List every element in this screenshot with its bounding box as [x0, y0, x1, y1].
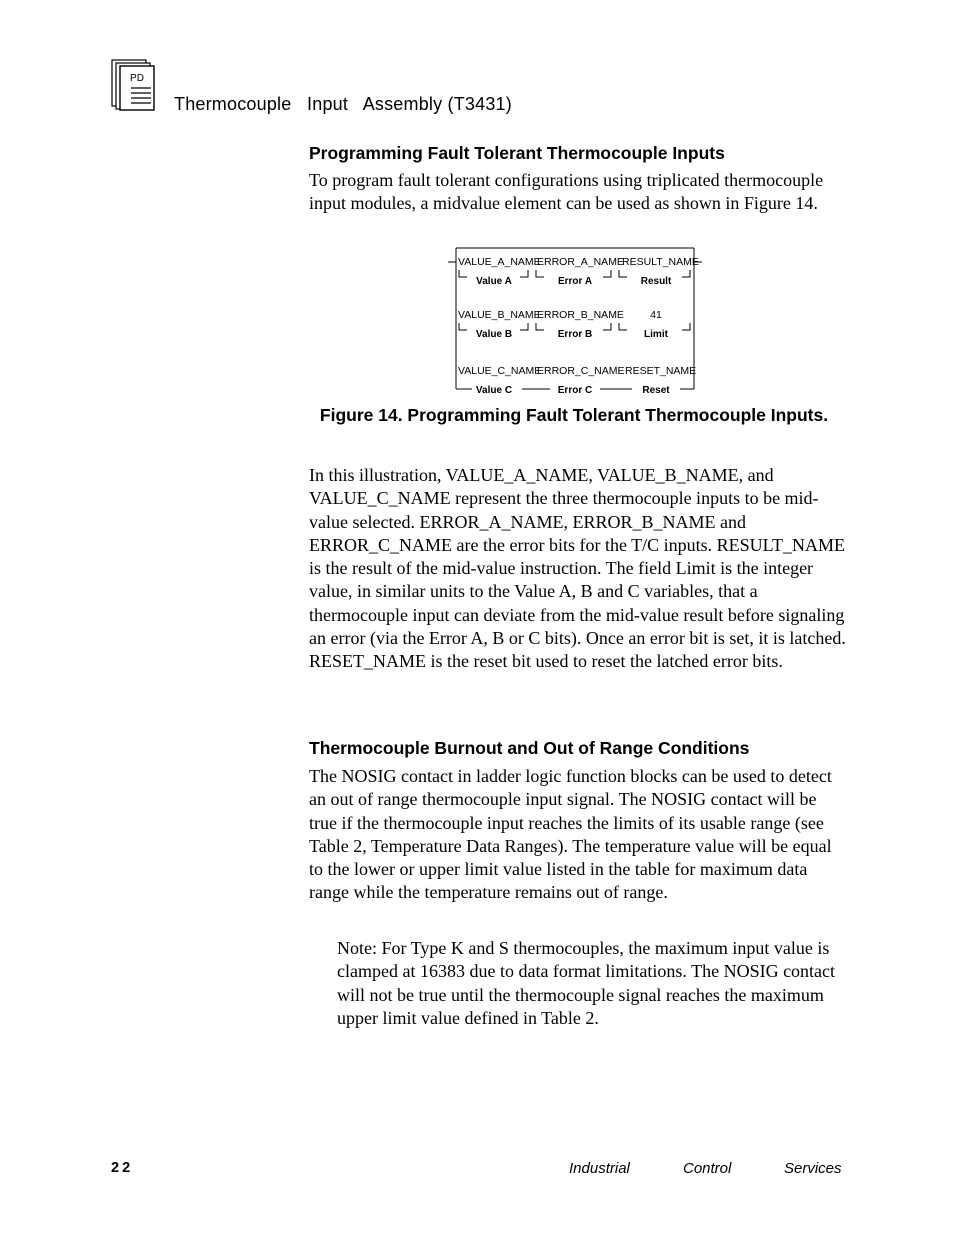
- midvalue-block-diagram: [448, 244, 708, 394]
- page-number: 22: [111, 1160, 134, 1176]
- value-b-label: Value B: [475, 329, 513, 340]
- result-name: RESULT_NAME: [622, 256, 699, 268]
- section-heading-burnout: Thermocouple Burnout and Out of Range Conditions: [309, 738, 750, 758]
- error-c-name: ERROR_C_NAME: [537, 365, 625, 377]
- reset-name: RESET_NAME: [625, 365, 697, 377]
- error-a-label: Error A: [557, 276, 593, 287]
- value-a-name: VALUE_A_NAME: [458, 256, 541, 268]
- error-c-label: Error C: [557, 385, 593, 394]
- footer-word-services: Services: [784, 1160, 842, 1177]
- nosig-paragraph: The NOSIG contact in ladder logic function blocks can be used to detect an out of range thermocouple input signal. The NOSIG contact will be true if the thermocouple input reaches the limits of its usable range (see Table 2, Temperature Data Ranges). The temperature value will be equal to the lower or upper limit value listed in the table for maximum data range while the temperature remains out of range.: [309, 766, 832, 903]
- figure-14-caption: Figure 14. Programming Fault Tolerant Thermocouple Inputs.: [319, 405, 829, 425]
- section-heading-fault-tolerant: Programming Fault Tolerant Thermocouple Inputs: [309, 143, 725, 163]
- value-a-label: Value A: [476, 276, 512, 287]
- limit-label: Limit: [644, 329, 668, 340]
- pd-logo-icon: [110, 58, 156, 112]
- illustration-explanation-paragraph: In this illustration, VALUE_A_NAME, VALUE_B_NAME, and VALUE_C_NAME represent the three thermocouple inputs to be mid-value selected. ERROR_A_NAME, ERROR_B_NAME and ERROR_C_NAME are the error bits for the T/C inputs. RESULT_NAME is the result of the mid-value instruction. The field Limit is the integer value, in similar units to the Value A, B and C variables, that a thermocouple input can deviate from the mid-value result before signaling an error (via the Error A, B or C bits). Once an error bit is set, it is latched. RESET_NAME is the reset bit used to reset the latched error bits.: [309, 465, 846, 672]
- intro-paragraph: To program fault tolerant configurations using triplicated thermocouple input modules, a midvalue element can be used as shown in Figure 14.: [309, 170, 824, 214]
- note-paragraph: Note: For Type K and S thermocouples, the maximum input value is clamped at 16383 due to data format limitations. The NOSIG contact will not be true until the thermocouple signal reaches the maximum upper limit value defined in Table 2.: [337, 938, 836, 1028]
- logo-text: PD: [130, 73, 144, 84]
- page-header-title: Thermocouple Input Assembly (T3431): [174, 94, 512, 114]
- error-a-name: ERROR_A_NAME: [537, 256, 624, 268]
- footer-word-control: Control: [683, 1160, 732, 1177]
- result-label: Result: [640, 276, 672, 287]
- reset-label: Reset: [642, 385, 670, 394]
- value-b-name: VALUE_B_NAME: [458, 309, 541, 321]
- error-b-name: ERROR_B_NAME: [537, 309, 624, 321]
- value-c-label: Value C: [475, 385, 513, 394]
- limit-value: 41: [650, 309, 662, 321]
- error-b-label: Error B: [557, 329, 593, 340]
- footer-word-industrial: Industrial: [569, 1160, 630, 1177]
- value-c-name: VALUE_C_NAME: [458, 365, 542, 377]
